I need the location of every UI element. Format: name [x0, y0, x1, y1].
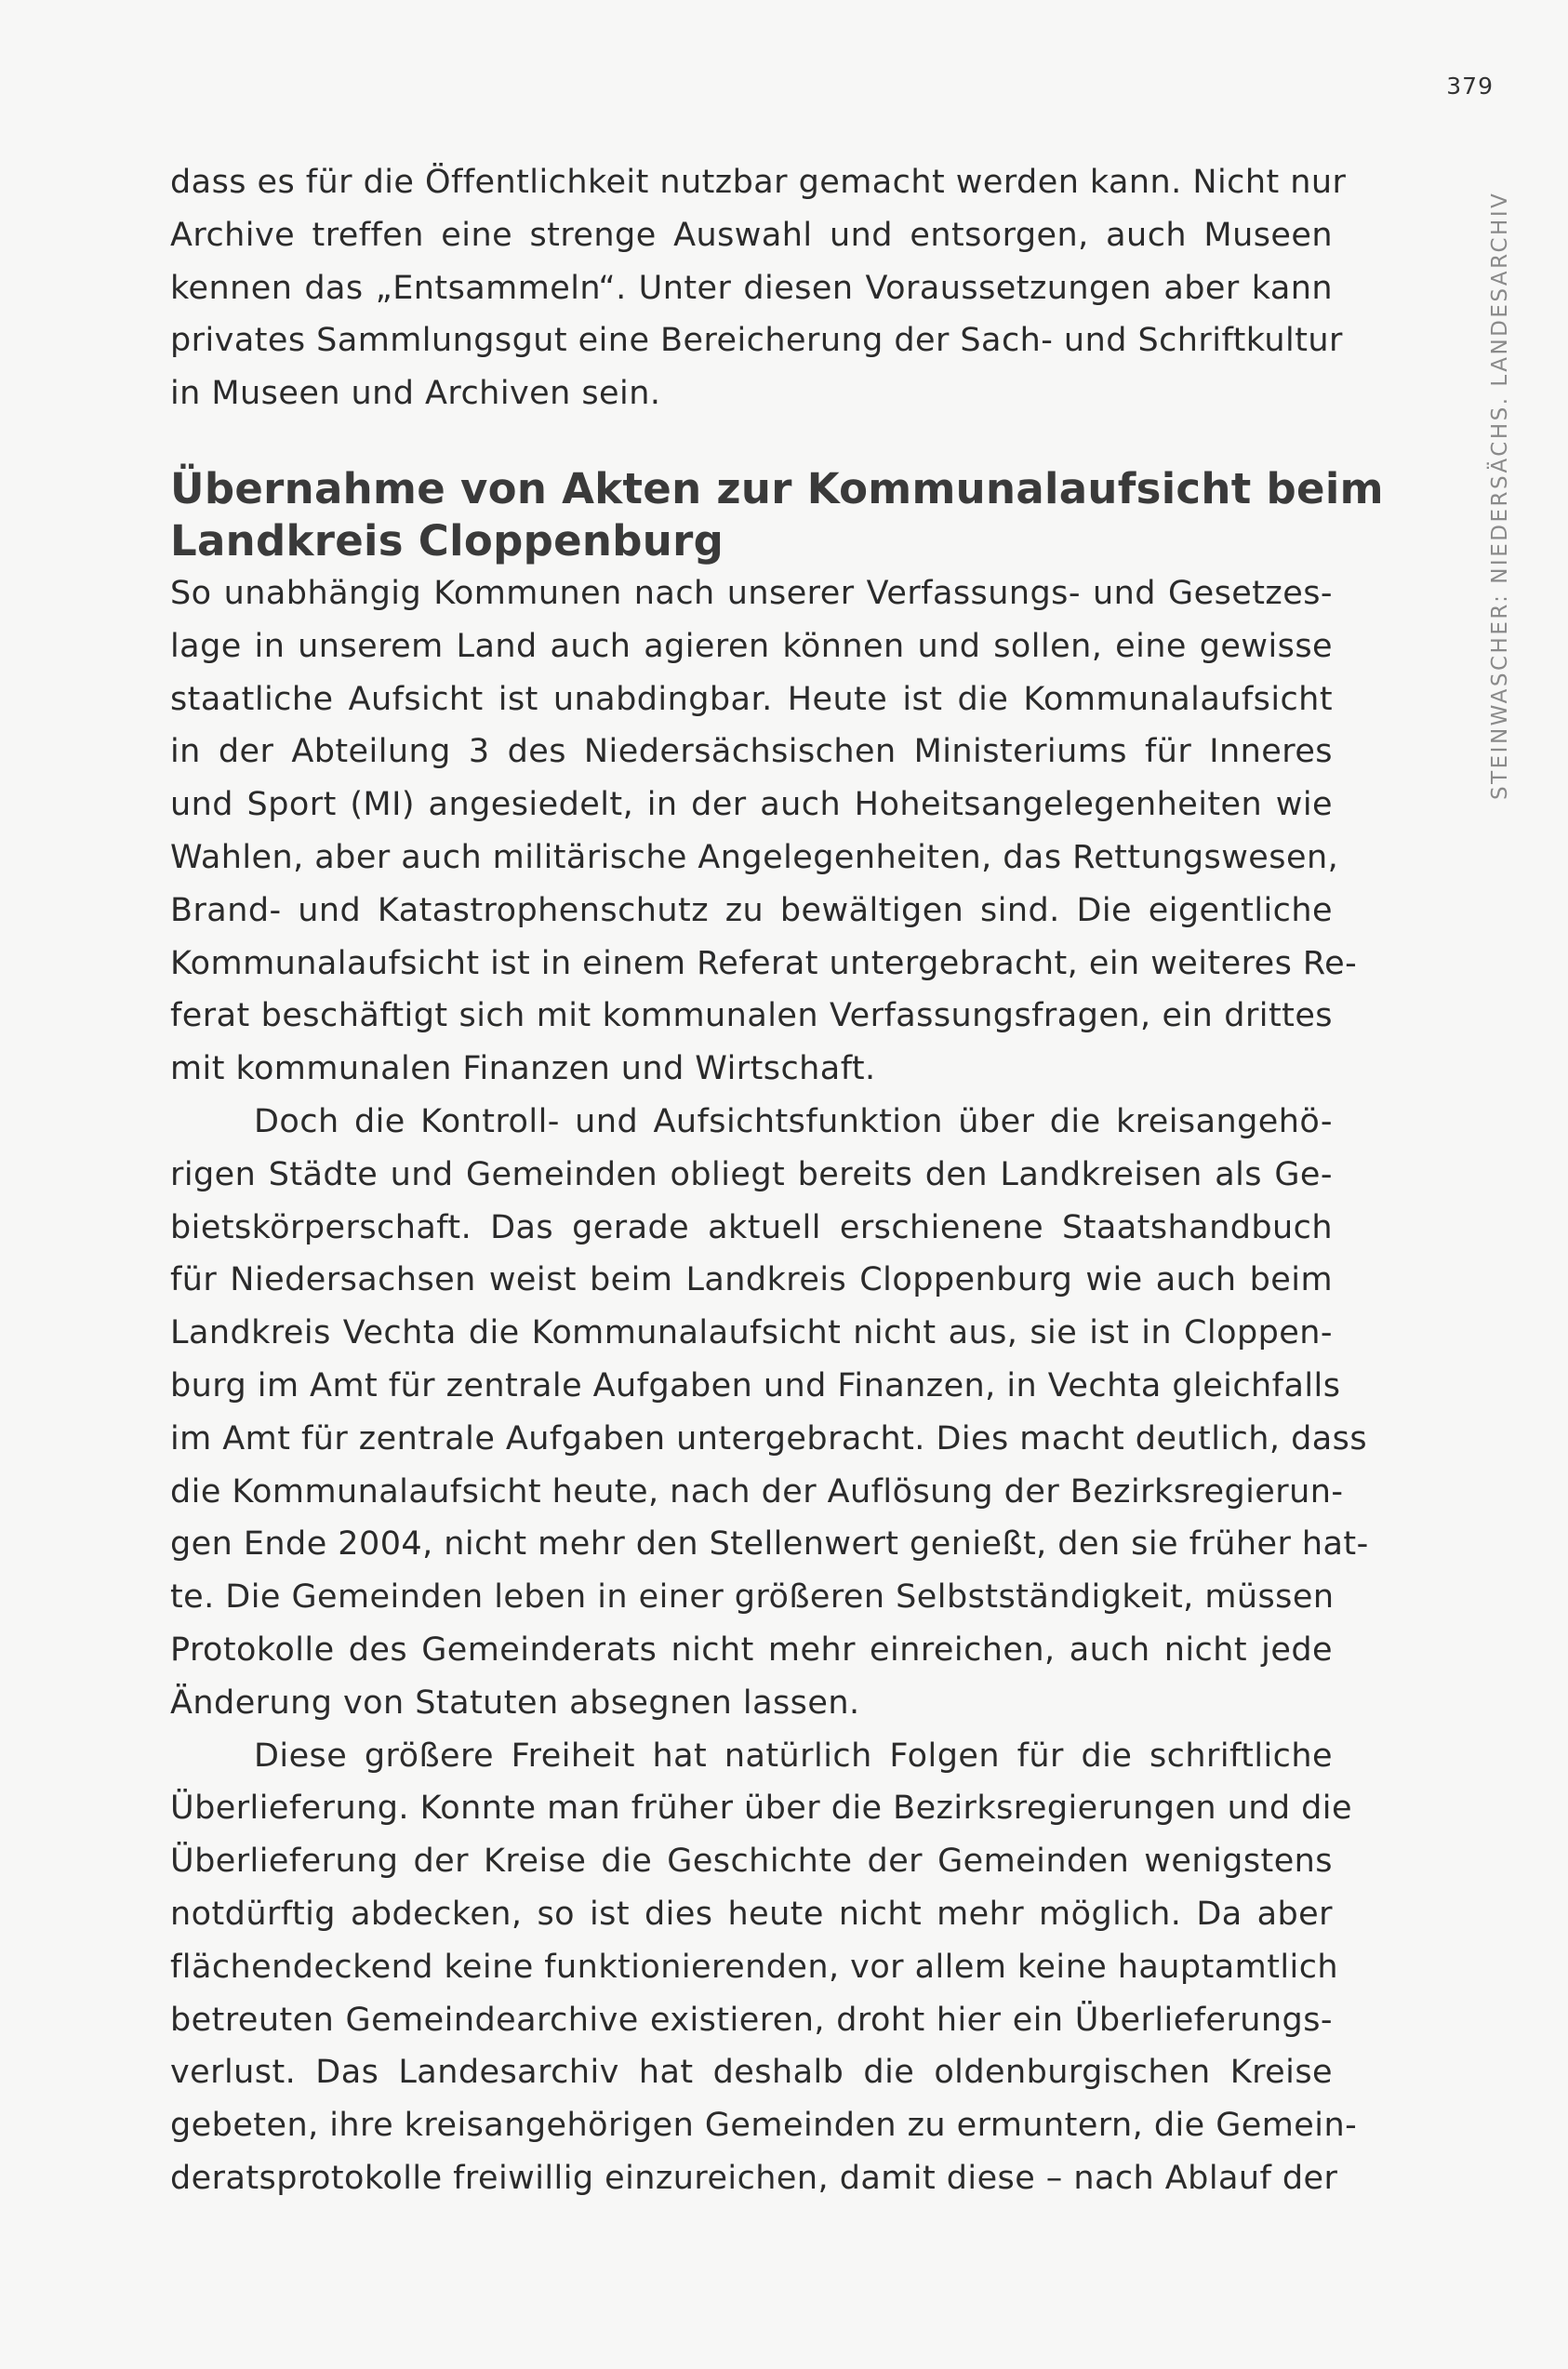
text-line: Doch die Kontroll- und Aufsichtsfunktion über die kreisangehö-: [254, 1102, 1333, 1140]
text-line: dass es für die Öffentlichkeit nutzbar gemacht werden kann. Nicht nur: [170, 164, 1347, 201]
text-line: lage in unserem Land auch agieren können und sollen, eine gewisse: [170, 627, 1333, 665]
text-line: in der Abteilung 3 des Niedersächsischen Ministeriums für Inneres: [170, 733, 1333, 771]
paragraph-2: [170, 1096, 1369, 1730]
text-column: [170, 156, 1384, 2205]
heading-line: Übernahme von Akten zur Kommunalaufsicht beim: [170, 463, 1384, 513]
text-line: verlust. Das Landesarchiv hat deshalb die oldenburgischen Kreise: [170, 2054, 1333, 2092]
paragraph-intro: [170, 156, 1347, 420]
text-line: te. Die Gemeinden leben in einer größeren Selbstständigkeit, müssen: [170, 1578, 1335, 1617]
text-line: für Niedersachsen weist beim Landkreis Cloppenburg wie auch beim: [170, 1261, 1333, 1299]
text-line: Diese größere Freiheit hat natürlich Folgen für die schriftliche: [254, 1737, 1333, 1775]
text-line: notdürftig abdecken, so ist dies heute nicht mehr möglich. Da aber: [170, 1895, 1333, 1933]
text-line: flächendeckend keine funktionierenden, vor allem keine hauptamtlich: [170, 1948, 1339, 1986]
text-line: So unabhängig Kommunen nach unserer Verfassungs- und Gesetzes-: [170, 574, 1333, 612]
text-line: in Museen und Archiven sein.: [170, 375, 661, 413]
text-line: im Amt für zentrale Aufgaben untergebracht. Dies macht deutlich, dass: [170, 1419, 1367, 1457]
text-line: Kommunalaufsicht ist in einem Referat untergebracht, ein weiteres Re-: [170, 944, 1358, 982]
text-line: gebeten, ihre kreisangehörigen Gemeinden zu ermuntern, die Gemein-: [170, 2107, 1358, 2145]
text-line: Protokolle des Gemeinderats nicht mehr einreichen, auch nicht jede: [170, 1630, 1333, 1669]
text-line: rigen Städte und Gemeinden obliegt bereits den Landkreisen als Ge-: [170, 1155, 1333, 1193]
text-line: Überlieferung. Konnte man früher über die Bezirksregierungen und die: [170, 1790, 1352, 1828]
text-line: mit kommunalen Finanzen und Wirtschaft.: [170, 1050, 876, 1088]
text-line: privates Sammlungsgut eine Bereicherung der Sach- und Schriftkultur: [170, 322, 1343, 360]
text-line: kennen das „Entsammeln“. Unter diesen Voraussetzungen aber kann: [170, 269, 1333, 307]
text-line: bietskörperschaft. Das gerade aktuell erschienene Staatshandbuch: [170, 1208, 1333, 1246]
heading-line: Landkreis Cloppenburg: [170, 515, 724, 566]
running-head: STEINWASCHER: NIEDERSÄCHS. LANDESARCHIV: [1488, 191, 1512, 800]
text-line: ferat beschäftigt sich mit kommunalen Verfassungsfragen, ein drittes: [170, 997, 1333, 1035]
text-line: Brand- und Katastrophenschutz zu bewältigen sind. Die eigentliche: [170, 891, 1333, 929]
text-line: Überlieferung der Kreise die Geschichte der Gemeinden wenigstens: [170, 1843, 1333, 1881]
text-line: die Kommunalaufsicht heute, nach der Auflösung der Bezirksregierun-: [170, 1472, 1344, 1511]
page-number: 379: [1446, 73, 1494, 100]
text-line: Wahlen, aber auch militärische Angelegenheiten, das Rettungswesen,: [170, 838, 1339, 876]
text-line: und Sport (MI) angesiedelt, in der auch Hoheitsangelegenheiten wie: [170, 786, 1333, 824]
text-line: deratsprotokolle freiwillig einzureichen, damit diese – nach Ablauf der: [170, 2159, 1338, 2197]
text-line: Landkreis Vechta die Kommunalaufsicht nicht aus, sie ist in Cloppen-: [170, 1314, 1333, 1352]
text-line: staatliche Aufsicht ist unabdingbar. Heute ist die Kommunalaufsicht: [170, 680, 1333, 718]
section-heading: [170, 463, 1384, 567]
paragraph-3: [170, 1730, 1358, 2205]
text-line: Änderung von Statuten absegnen lassen.: [170, 1684, 860, 1722]
text-line: burg im Amt für zentrale Aufgaben und Finanzen, in Vechta gleichfalls: [170, 1366, 1341, 1404]
text-line: Archive treffen eine strenge Auswahl und entsorgen, auch Museen: [170, 216, 1333, 254]
text-line: betreuten Gemeindearchive existieren, droht hier ein Überlieferungs-: [170, 2001, 1333, 2039]
text-line: gen Ende 2004, nicht mehr den Stellenwert genießt, den sie früher hat-: [170, 1525, 1369, 1564]
paragraph-1: [170, 567, 1358, 1096]
